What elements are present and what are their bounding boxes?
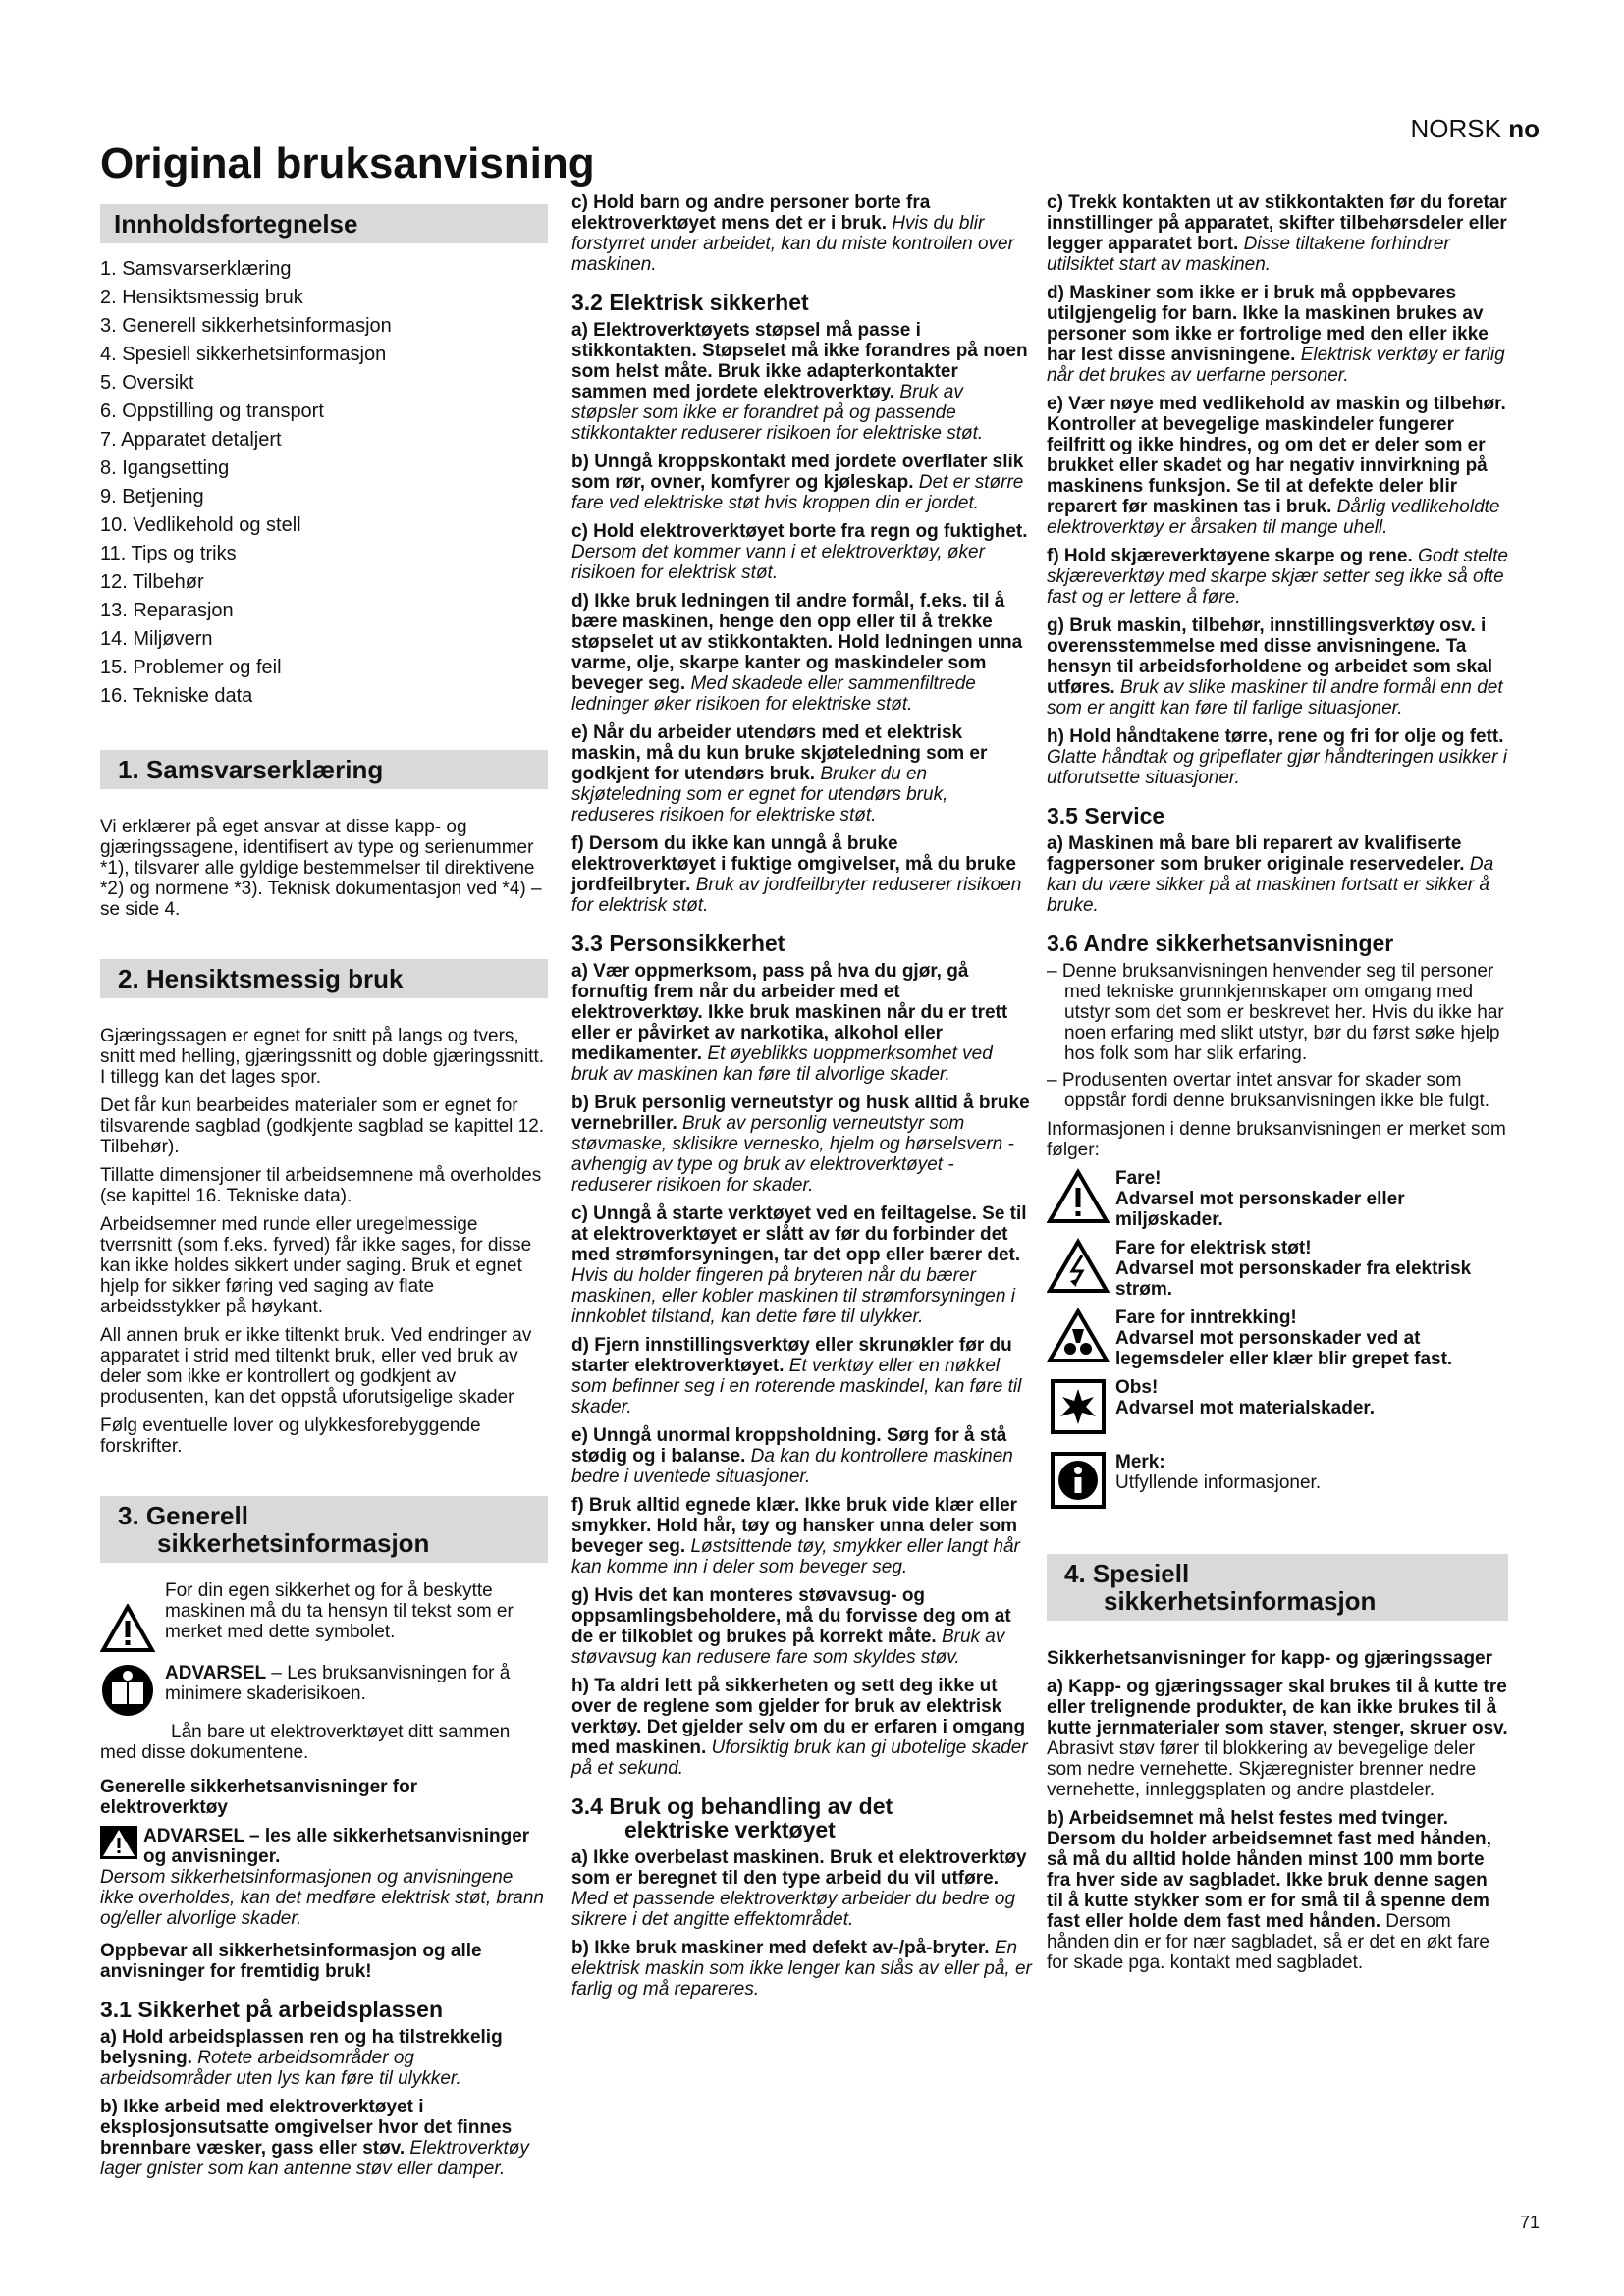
list-item: – Produsenten overtar intet ansvar for skader som oppstår fordi denne bruksanvisningen ikke ble fulgt. [1047,1070,1490,1111]
section-4-heading: 4. Spesiell sikkerhetsinformasjon [1047,1554,1508,1621]
section-3-3-e: e) Unngå unormal kroppsholdning. Sørg for å stå stødig og i balanse. Da kan du kontrollere maskinen bedre i uventede situasjoner. [571,1425,1013,1487]
section-3-3-a: a) Vær oppmerksom, pass på hva du gjør, gå fornuftig frem når du arbeider med et elektroverktøy. Ikke bruk maskinen når du er trett eller er påvirket av narkotika, alkohol eller medikamenter. Et øyeblikks uoppmerksomhet ved bruk av maskinen kan føre til alvorlige skader. [571,961,1008,1085]
section-4-a: a) Kapp- og gjæringssager skal brukes til å kutte tre eller trelignende produkter, de kan ikke brukes til å kutte jernmaterialer som staver, stenger, skruer osv. Abrasivt støv fører til blokkering av bevegelige deler som nedre vernehette. Skjæregnister brenner nedre vernehette, innleggsplaten og andre plastdeler. [1047,1677,1508,1800]
keep-instructions: Oppbevar all sikkerhetsinformasjon og alle anvisninger for fremtidig bruk! [100,1941,482,1982]
section-3-4-g: g) Bruk maskin, tilbehør, innstillingsverktøy osv. i overensstemmelse med disse anvisningene. Ta hensyn til arbeidsforholdene og arbeidet som skal utføres. Bruk av slike maskiner til andre formål enn det som er angitt kan føre til farlige situasjoner. [1047,615,1503,719]
toc-item: 5. Oversikt [100,372,194,394]
section-4-b: b) Arbeidsemnet må helst festes med tvinger. Dersom du holder arbeidsemnet fast med hånden, så må du alltid holde hånden minst 100 mm borte fra hver side av sagbladet. Ikke bruk denne sagen til å kutte stykker som er for små til å spenne dem fast eller holde dem fast med hånden. Dersom hånden din er for nær sagbladet, så er det en økt fare for skade pga. kontakt med sagbladet. [1047,1808,1491,1973]
section-3-2-f: f) Dersom du ikke kan unngå å bruke elektroverktøyet i fuktige omgivelser, må du bruke jordfeilbryter. Bruk av jordfeilbryter reduserer risikoen for elektrisk støt. [571,833,1022,916]
section-3-4-a: a) Ikke overbelast maskinen. Bruk et elektroverktøy som er beregnet til den type arbeid du vil utføre. Med et passende elektroverktøy arbeider du bedre og sikrere i det angitte effektområdet. [571,1847,1027,1930]
toc-item: 4. Spesiell sikkerhetsinformasjon [100,344,387,365]
section-3-2-b: b) Unngå kroppskontakt med jordete overflater slik som rør, ovner, komfyrer og kjøleskap. Det er større fare ved elektriske støt hvis kroppen din er jordet. [571,452,1024,513]
toc-list [100,255,548,711]
toc-item: 11. Tips og triks [100,543,237,564]
warning-triangle-icon [100,1604,155,1653]
section-4-subheading: Sikkerhetsanvisninger for kapp- og gjæringssager [1047,1648,1493,1669]
section-3-2-d: d) Ikke bruk ledningen til andre formål, f.eks. til å bære maskinen, henge den opp eller til å trekke støpselet ut av stikkontakten. Hold ledningen unna varme, olje, skarpe kanter og maskindeler som beveger seg. Med skadede eller sammenfiltrede ledninger øker risikoen for elektriske støt. [571,591,1023,715]
toc-item: 6. Oppstilling og transport [100,400,324,422]
advarsel-note: ADVARSEL – Les bruksanvisningen for å minimere skaderisikoen. [100,1663,548,1718]
symbol-row-danger: Fare! Advarsel mot personskader eller miljøskader. [1047,1168,1508,1230]
section-2-p4: Arbeidsemner med runde eller uregelmessige tverrsnitt (som f.eks. fyrved) får ikke sages, for disse kan ikke holdes sikkert under saging. Bruk et egnet hjelp for sikker føring ved saging av flate arbeidsstykker på høykant. [100,1214,532,1317]
toc-item: 14. Miljøvern [100,628,213,650]
list-item: – Denne bruksanvisningen henvender seg til personer med tekniske grunnkjennskaper om omgang med utstyr som det som er beskrevet her. Hvis du ikke har noen erfaring med slikt utstyr, bør du først søke hjelp hos folk som har slik erfaring. [1047,961,1504,1064]
section-3-1-heading: 3.1 Sikkerhet på arbeidsplassen [100,1997,444,2022]
section-3-4-h: h) Hold håndtakene tørre, rene og fri for olje og fett. Glatte håndtak og gripeflater gjør håndteringen usikker i utforutsette situasjoner. [1047,726,1507,788]
language-header: NORSK no [1410,114,1540,143]
section-3-3-b: b) Bruk personlig verneutstyr og husk alltid å bruke vernebriller. Bruk av personlig verneutstyr som støvmaske, sklisikre vernesko, hjelm og hørselsvern - avhengig av type og bruk av elektroverktøyet - reduserer risikoen for skader. [571,1093,1030,1196]
section-2-p5: All annen bruk er ikke tiltenkt bruk. Ved endringer av apparatet i strid med tiltenkt bruk, eller ved bruk av deler som ikke er kontrollert og godkjent av produsenten, kan det oppstå uforutsigelige skader [100,1325,532,1408]
toc-item: 1. Samsvarserklæring [100,258,292,280]
column-3 [1047,192,1508,1981]
section-3-4-c: c) Trekk kontakten ut av stikkontakten før du foretar innstillinger på apparatet, skifter tilbehørsdeler eller legger apparatet bort. Disse tiltakene forhindrer utilsiktet start av maskinen. [1047,192,1507,275]
symbol-row-info: Merk: Utfyllende informasjoner. [1047,1452,1508,1509]
warning-triangle-icon [1047,1168,1110,1225]
toc-item: 16. Tekniske data [100,685,253,707]
general-safety-heading: Generelle sikkerhetsanvisninger for elektroverktøy [100,1777,418,1818]
toc-item: 15. Problemer og feil [100,657,282,678]
toc-item: 10. Vedlikehold og stell [100,514,301,536]
section-2-p6: Følg eventuelle lover og ulykkesforebyggende forskrifter. [100,1415,481,1457]
section-3-2-heading: 3.2 Elektrisk sikkerhet [571,290,809,315]
advarsel-2: ADVARSEL – les alle sikkerhetsanvisninger og anvisninger. [100,1826,548,1867]
column-1 [100,192,548,2187]
document-title: Original bruksanvisning [100,139,595,187]
section-3-6-list [1047,961,1508,1111]
info-icon [1047,1452,1110,1509]
section-3-4-d: d) Maskiner som ikke er i bruk må oppbevares utilgjengelig for barn. Ikke la maskinen brukes av personer som ikke er fortrolige med den eller ikke har lest disse anvisningene. Elektrisk verktøy er farlig når det brukes av uerfarne personer. [1047,283,1505,386]
toc-item: 3. Generell sikkerhetsinformasjon [100,315,392,337]
section-2-p1: Gjæringssagen er egnet for snitt på langs og tvers, snitt med helling, gjæringssnitt og doble gjæringssnitt. I tillegg kan det lages spor. [100,1026,545,1088]
section-3-2-e: e) Når du arbeider utendørs med et elektrisk maskin, må du kun bruke skjøteledning som er godkjent for utendørs bruk. Bruker du en skjøteledning som er egnet for utendørs bruk, reduseres risikoen for elektriske støt. [571,722,988,826]
toc-item: 7. Apparatet detaljert [100,429,282,451]
warning-triangle-icon [100,1826,137,1859]
material-damage-icon [1047,1377,1110,1434]
section-3-4-e: e) Vær nøye med vedlikehold av maskin og tilbehør. Kontroller at bevegelige maskindeler fungerer feilfritt og ikke hindres, og om det er deler som er brukket eller skadet og har negativ innvirkning på maskinens funksjon. Se til at defekte deler blir reparert før maskinen tas i bruk. Dårlig vedlikeholdte elektroverktøy er årsaken til mange uhell. [1047,394,1506,538]
section-3-1-c: c) Hold barn og andre personer borte fra elektroverktøyet mens det er i bruk. Hvis du blir forstyrret under arbeidet, kan du miste kontrollen over maskinen. [571,192,1014,275]
general-warning-note: For din egen sikkerhet og for å beskytte maskinen må du ta hensyn til tekst som er merket med dette symbolet. [100,1580,548,1653]
section-3-6-heading: 3.6 Andre sikkerhetsanvisninger [1047,931,1394,956]
section-3-5-heading: 3.5 Service [1047,803,1165,828]
section-3-3-d: d) Fjern innstillingsverktøy eller skrunøkler før du starter elektroverktøyet. Et verktøy eller en nøkkel som befinner seg i en roterende maskindel, kan føre til skader. [571,1335,1022,1417]
toc-item: 13. Reparasjon [100,600,234,621]
section-3-heading: 3. Generell sikkerhetsinformasjon [100,1496,548,1563]
section-3-3-h: h) Ta aldri lett på sikkerheten og sett deg ikke ut over de reglene som gjelder for bruk av elektrisk verktøy. Det gjelder selv om du er erfaren i omgang med maskinen. Uforsiktig bruk kan gi ubotelige skader på et sekund. [571,1676,1028,1779]
symbol-row-entanglement: Fare for inntrekking! Advarsel mot personskader ved at legemsdeler eller klær blir grepet fast. [1047,1308,1508,1369]
toc-item: 9. Betjening [100,486,204,507]
advarsel-2-text: Dersom sikkerhetsinformasjonen og anvisningene ikke overholdes, kan det medføre elektrisk støt, brann og/eller alvorlige skader. [100,1867,544,1929]
read-manual-icon [100,1663,155,1718]
section-3-4-heading: 3.4 Bruk og behandling av det elektriske verktøyet [571,1793,893,1842]
section-3-2-c: c) Hold elektroverktøyet borte fra regn og fuktighet. Dersom det kommer vann i et elektroverktøy, øker risikoen for elektrisk støt. [571,521,1028,583]
section-3-3-f: f) Bruk alltid egnede klær. Ikke bruk vide klær eller smykker. Hold hår, tøy og hansker unna deler som beveger seg. Løstsittende tøy, smykker eller langt hår kan komme inn i deler som beveger seg. [571,1495,1020,1577]
column-2 [571,192,1033,2007]
section-1-text: Vi erklærer på eget ansvar at disse kapp- og gjæringssagene, identifisert av type og serienummer *1), tilsvarer alle gyldige bestemmelser til direktivene *2) og normene *3). Teknisk dokumentasjon ved *4) – se side 4. [100,817,542,920]
toc-item: 8. Igangsetting [100,457,230,479]
section-2-p2: Det får kun bearbeides materialer som er egnet for tilsvarende sagblad (godkjente sagblad se kapittel 12. Tilbehør). [100,1095,545,1157]
section-1-heading: 1. Samsvarserklæring [100,750,548,789]
toc-heading: Innholdsfortegnelse [100,204,548,243]
section-3-4-f: f) Hold skjæreverktøyene skarpe og rene. Godt stelte skjæreverktøy med skarpe skjær setter seg ikke så ofte fast og er lettere å føre. [1047,546,1508,608]
section-2-p3: Tillatte dimensjoner til arbeidsemnene må overholdes (se kapittel 16. Tekniske data). [100,1165,542,1206]
section-3-2-a: a) Elektroverktøyets støpsel må passe i stikkontakten. Støpselet må ikke forandres på noen som helst måte. Bruk ikke adapterkontakter sammen med jordete elektroverktøy. Bruk av støpsler som ikke er forandret på og passende stikkontakter reduserer risikoen for elektriske støt. [571,320,1028,444]
section-3-1-b: b) Ikke arbeid med elektroverktøyet i eksplosjonsutsatte omgivelser hvor det finnes brennbare væsker, gass eller støv. Elektroverktøy lager gnister som kan antenne støv eller damper. [100,2097,529,2179]
section-3-4-b: b) Ikke bruk maskiner med defekt av-/på-bryter. En elektrisk maskin som ikke lenger kan slås av eller på, er farlig og må repareres. [571,1938,1032,2000]
section-3-5-a: a) Maskinen må bare bli reparert av kvalifiserte fagpersoner som bruker originale reservedeler. Da kan du være sikker på at maskinen fortsatt er sikker å bruke. [1047,833,1494,916]
section-3-3-c: c) Unngå å starte verktøyet ved en feiltagelse. Se til at elektroverktøyet er slått av før du forbinder det med strømforsyningen, tar det opp eller bærer det. Hvis du holder fingeren på bryteren når du bærer maskinen, eller kobler maskinen til strømforsyningen i innkoblet tilstand, kan dette føre til ulykker. [571,1203,1027,1327]
lan-text: Lån bare ut elektroverktøyet ditt sammen med disse dokumentene. [100,1722,511,1763]
electric-hazard-icon [1047,1238,1110,1295]
symbol-row-material: Obs! Advarsel mot materialskader. [1047,1377,1508,1434]
info-intro: Informasjonen i denne bruksanvisningen er merket som følger: [1047,1119,1506,1160]
section-3-3-heading: 3.3 Personsikkerhet [571,931,785,956]
toc-item: 12. Tilbehør [100,571,204,593]
section-3-1-a: a) Hold arbeidsplassen ren og ha tilstrekkelig belysning. Rotete arbeidsområder og arbeidsområder uten lys kan føre til ulykker. [100,2027,503,2089]
toc-item: 2. Hensiktsmessig bruk [100,287,303,308]
section-3-3-g: g) Hvis det kan monteres støvavsug- og oppsamlingsbeholdere, må du forvisse deg om at de er tilkoblet og brukes på korrekt måte. Bruk av støvavsug kan redusere fare som skyldes støv. [571,1585,1011,1668]
page-number: 71 [1519,2213,1540,2232]
section-2-heading: 2. Hensiktsmessig bruk [100,959,548,998]
symbol-row-electric: Fare for elektrisk støt! Advarsel mot personskader fra elektrisk strøm. [1047,1238,1508,1300]
entanglement-hazard-icon [1047,1308,1110,1364]
